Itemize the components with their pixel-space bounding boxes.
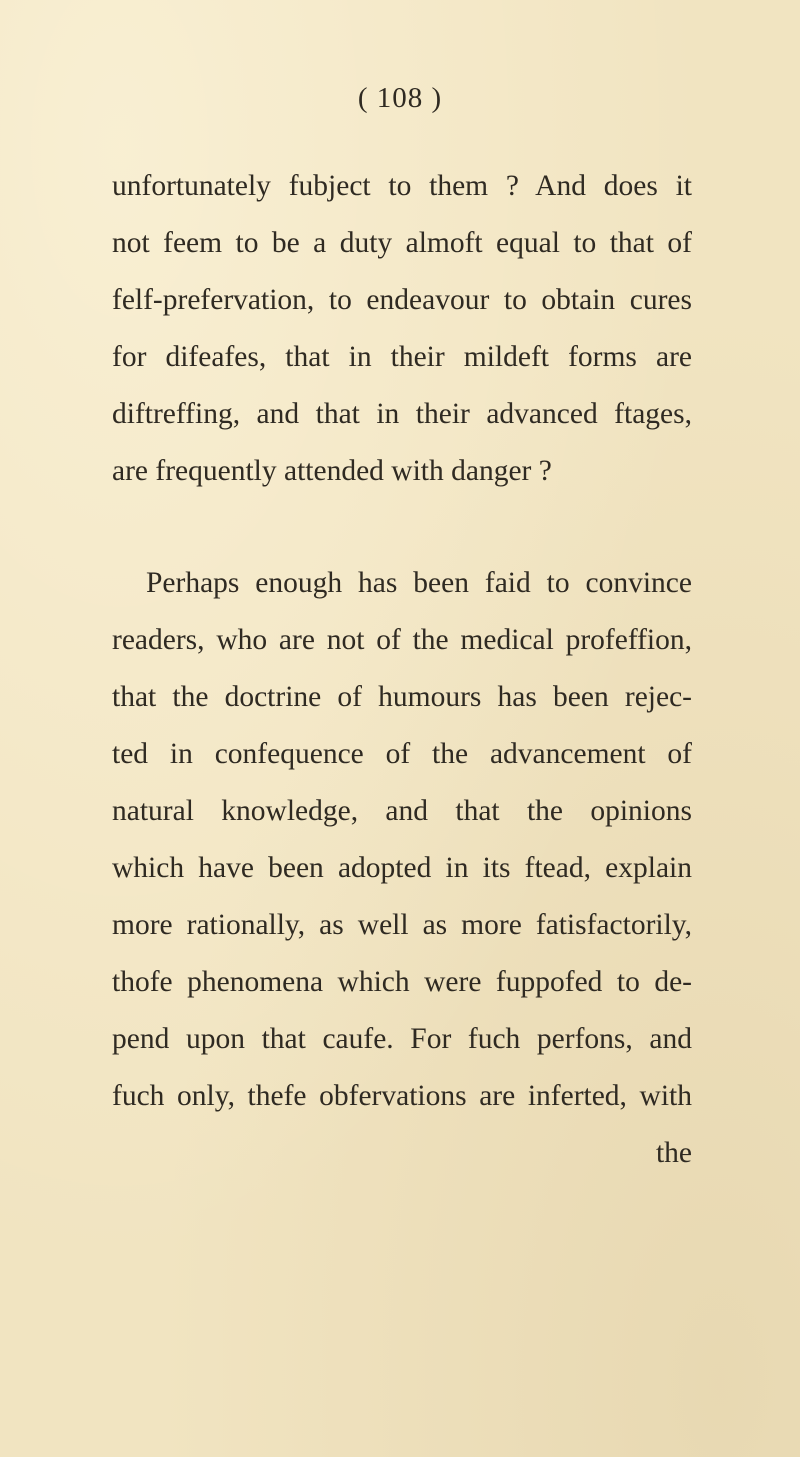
text-line: that the doctrine of humours has been rejec- [112, 681, 692, 713]
text-line: felf-prefervation, to endeavour to obtain cures [112, 284, 692, 316]
text-line: not feem to be a duty almoft equal to that of [112, 227, 692, 259]
text-line: which have been adopted in its ftead, explain [112, 852, 692, 884]
text-line: are frequently attended with danger ? [112, 455, 552, 487]
text-line: readers, who are not of the medical profeffion, [112, 624, 692, 656]
text-line: Perhaps enough has been faid to convince [146, 567, 692, 599]
text-line: diftreffing, and that in their advanced ftages, [112, 398, 692, 430]
text-line: ted in confequence of the advancement of [112, 738, 692, 770]
text-line: natural knowledge, and that the opinions [112, 795, 692, 827]
text-line: unfortunately fubject to them ? And does it [112, 170, 692, 202]
text-line: more rationally, as well as more fatisfactorily, [112, 909, 692, 941]
text-line: fuch only, thefe obfervations are inferted, with [112, 1080, 692, 1112]
text-line: for difeafes, that in their mildeft forms are [112, 341, 692, 373]
text-line: pend upon that caufe. For fuch perfons, and [112, 1023, 692, 1055]
catchword: the [655, 1137, 692, 1169]
page-number: ( 108 ) [357, 82, 443, 114]
text-line: thofe phenomena which were fuppofed to de- [112, 966, 692, 998]
